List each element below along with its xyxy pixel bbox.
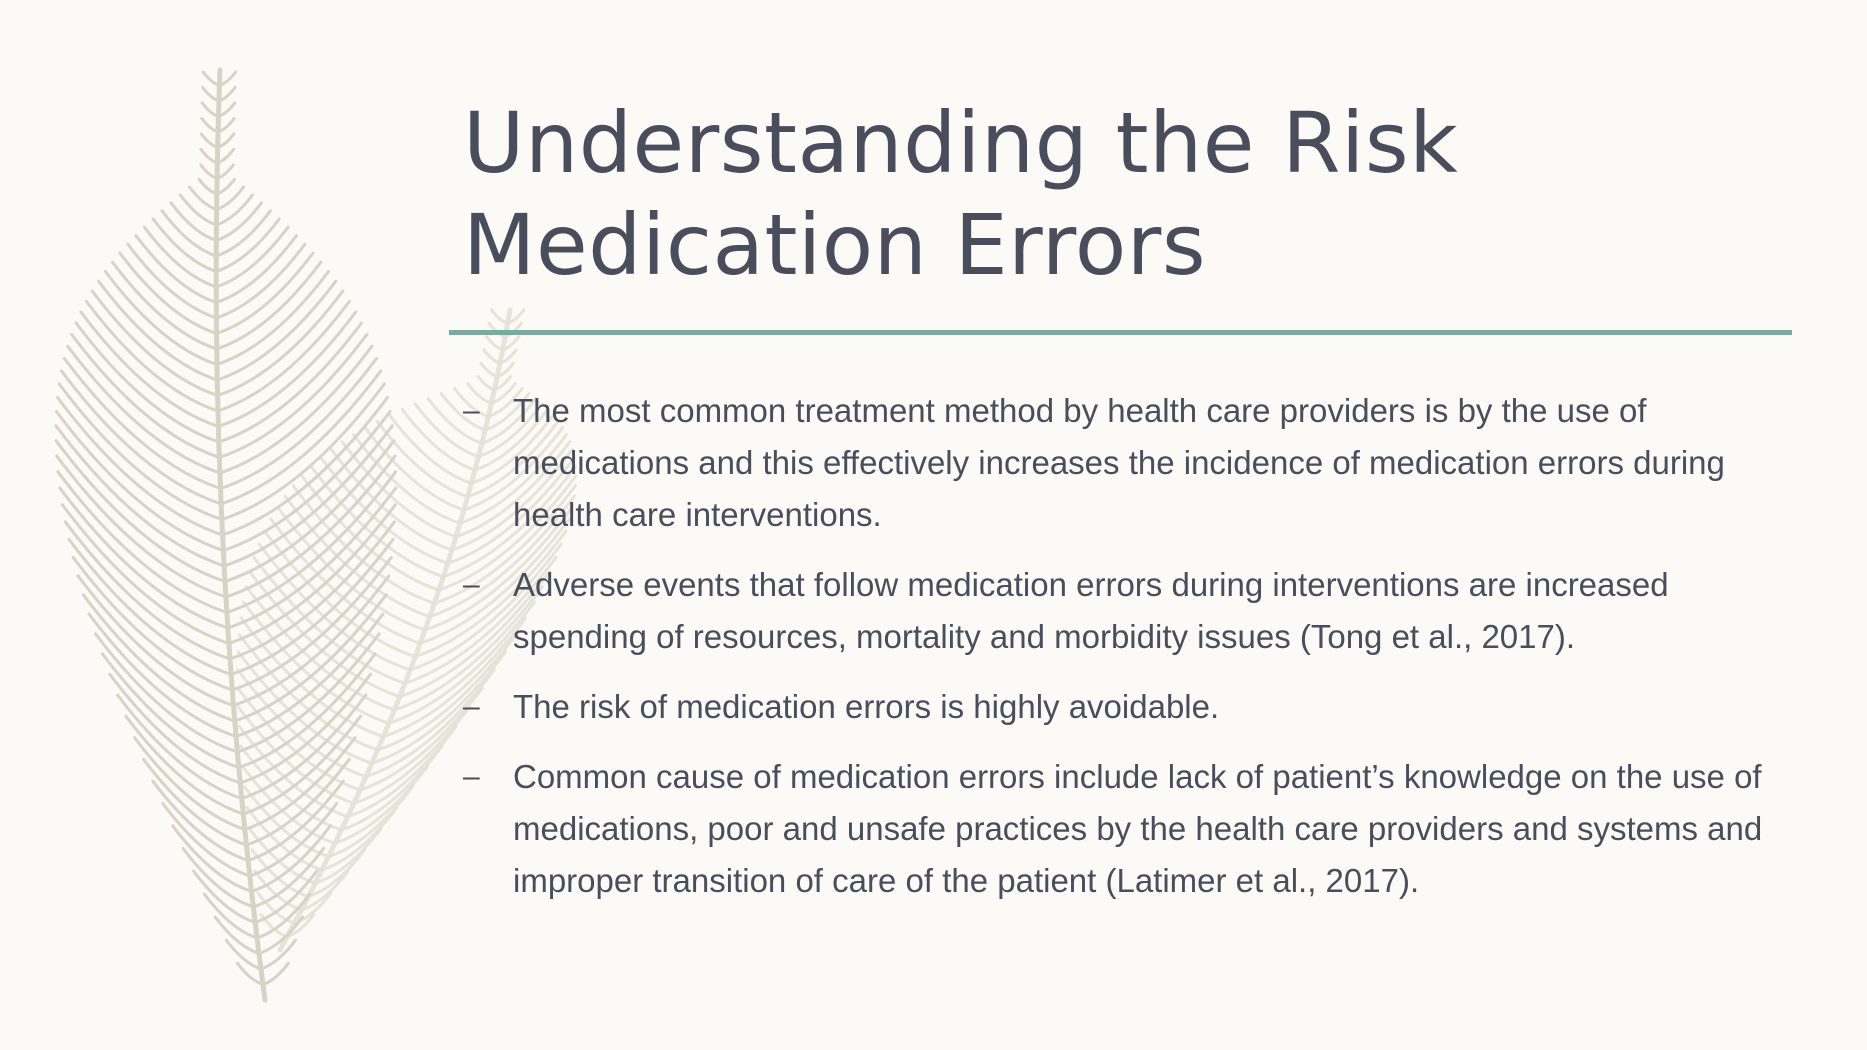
bullet-text: The risk of medication errors is highly avoidable. xyxy=(513,688,1220,725)
bullet-dash: – xyxy=(463,690,480,723)
bullet-dash: – xyxy=(463,394,480,427)
bullet-item xyxy=(463,385,1783,541)
bullet-list xyxy=(463,385,1783,925)
bullet-text: Adverse events that follow medication errors during interventions are increased spending of resources, mortality and morbidity issues (Tong et al., 2017). xyxy=(513,566,1669,655)
slide-title: Understanding the Risk Medication Errors xyxy=(463,94,1459,294)
bullet-item xyxy=(463,559,1783,663)
bullet-item xyxy=(463,681,1783,733)
bullet-dash: – xyxy=(463,568,480,601)
bullet-dash: – xyxy=(463,760,480,793)
bullet-item xyxy=(463,751,1783,907)
title-divider xyxy=(449,330,1792,335)
bullet-text: Common cause of medication errors include lack of patient’s knowledge on the use of medications, poor and unsafe practices by the health care providers and systems and improper transition of care of the patient (Latimer et al., 2017). xyxy=(513,758,1763,899)
bullet-text: The most common treatment method by health care providers is by the use of medications and this effectively increases the incidence of medication errors during health care interventions. xyxy=(513,392,1725,533)
